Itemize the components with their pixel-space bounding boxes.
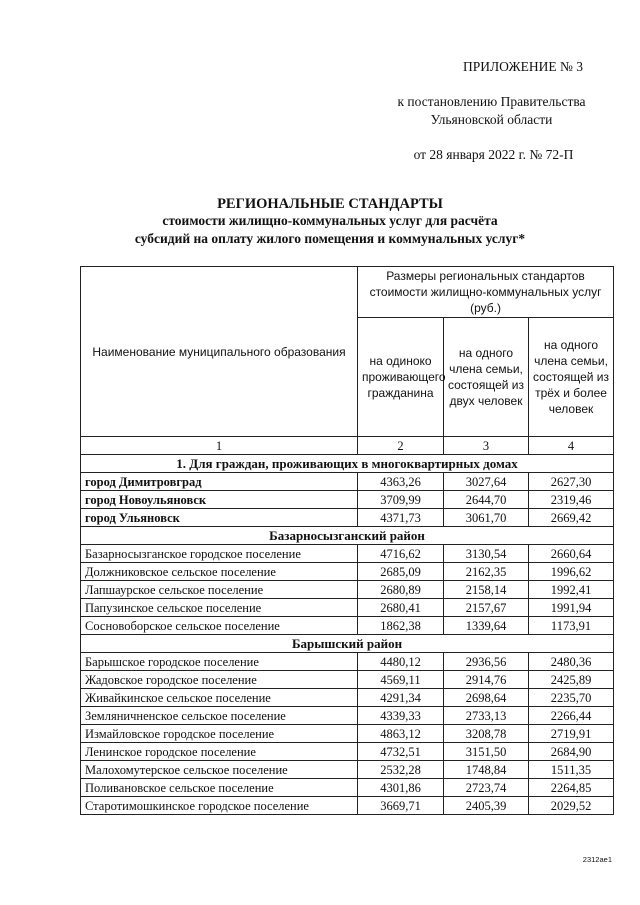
value-three-plus: 2235,70 [529,689,614,707]
appendix-label: ПРИЛОЖЕНИЕ № 3 [462,59,584,74]
district-heading: Барышский район [81,635,614,653]
column-number: 4 [529,437,614,455]
value-three-plus: 1511,35 [529,761,614,779]
table-row [81,473,614,491]
header-single-resident: на одиноко проживающего гражданина [358,318,444,437]
value-single: 4569,11 [358,671,444,689]
value-three-plus: 2719,91 [529,725,614,743]
value-single: 4301,86 [358,779,444,797]
value-single: 2685,09 [358,563,444,581]
standards-table [80,266,614,815]
value-three-plus: 1996,62 [529,563,614,581]
municipality-name: Жадовское городское поселение [81,671,358,689]
value-three-plus: 2425,89 [529,671,614,689]
table-row [81,491,614,509]
municipality-name: город Ульяновск [81,509,358,527]
value-two-person: 2644,70 [444,491,529,509]
municipality-name: Старотимошкинское городское поселение [81,797,358,815]
column-number: 2 [358,437,444,455]
municipality-name: город Димитровград [81,473,358,491]
value-single: 2680,89 [358,581,444,599]
value-three-plus: 2264,85 [529,779,614,797]
value-two-person: 3151,50 [444,743,529,761]
table-row [81,653,614,671]
value-three-plus: 2684,90 [529,743,614,761]
value-three-plus: 1992,41 [529,581,614,599]
value-three-plus: 1173,91 [529,617,614,635]
value-two-person: 1339,64 [444,617,529,635]
value-single: 2532,28 [358,761,444,779]
value-single: 3669,71 [358,797,444,815]
table-row [81,563,614,581]
resolution-reference [379,93,604,129]
district-1-group [81,545,614,635]
table-row [81,797,614,815]
value-three-plus: 1991,94 [529,599,614,617]
value-two-person: 3061,70 [444,509,529,527]
value-single: 3709,99 [358,491,444,509]
table-row [81,707,614,725]
column-number: 1 [81,437,358,455]
value-single: 4863,12 [358,725,444,743]
column-number: 3 [444,437,529,455]
value-single: 4716,62 [358,545,444,563]
municipality-name: Базарносызганское городское поселение [81,545,358,563]
table-row [81,689,614,707]
table-row [81,581,614,599]
municipality-name: Должниковское сельское поселение [81,563,358,581]
value-two-person: 3208,78 [444,725,529,743]
value-two-person: 3027,64 [444,473,529,491]
resolution-line-1: к постановлению Правительства [397,94,586,109]
value-two-person: 2157,67 [444,599,529,617]
section-heading: 1. Для граждан, проживающих в многоквартирных домах [81,455,614,473]
value-two-person: 2162,35 [444,563,529,581]
value-two-person: 2723,74 [444,779,529,797]
table-row [81,779,614,797]
municipality-name: Земляничненское сельское поселение [81,707,358,725]
municipality-name: Барышское городское поселение [81,653,358,671]
value-two-person: 2733,13 [444,707,529,725]
value-single: 4480,12 [358,653,444,671]
municipality-name: Сосновоборское сельское поселение [81,617,358,635]
document-title: РЕГИОНАЛЬНЫЕ СТАНДАРТЫ [217,196,443,212]
municipality-name: Ленинское городское поселение [81,743,358,761]
header-family-three-plus: на одного члена семьи, состоящей из трёх и более человек [529,318,614,437]
municipality-name: Живайкинское сельское поселение [81,689,358,707]
table-row [81,599,614,617]
value-two-person: 2698,64 [444,689,529,707]
value-three-plus: 2029,52 [529,797,614,815]
footer-code: 2312ae1 [582,855,612,864]
table-row [81,743,614,761]
value-three-plus: 2627,30 [529,473,614,491]
header-group: Размеры региональных стандартов стоимости жилищно-коммунальных услуг (руб.) [358,267,614,318]
table-row [81,671,614,689]
value-single: 4339,33 [358,707,444,725]
value-single: 4363,26 [358,473,444,491]
municipality-name: Малохомутерское сельское поселение [81,761,358,779]
district-2-group [81,653,614,815]
table-row [81,761,614,779]
value-two-person: 2405,39 [444,797,529,815]
municipality-name: город Новоульяновск [81,491,358,509]
value-two-person: 2914,76 [444,671,529,689]
municipality-name: Измайловское городское поселение [81,725,358,743]
value-three-plus: 2266,44 [529,707,614,725]
cities-group [81,473,614,527]
value-two-person: 2158,14 [444,581,529,599]
value-single: 2680,41 [358,599,444,617]
document-subtitle-2: субсидий на оплату жилого помещения и коммунальных услуг* [134,231,526,246]
value-three-plus: 2319,46 [529,491,614,509]
column-number-row [81,437,614,455]
resolution-date: от 28 января 2022 г. № 72-П [413,147,574,162]
value-two-person: 2936,56 [444,653,529,671]
district-heading: Базарносызганский район [81,527,614,545]
value-three-plus: 2660,64 [529,545,614,563]
table-row [81,617,614,635]
value-three-plus: 2480,36 [529,653,614,671]
document-subtitle-1: стоимости жилищно-коммунальных услуг для расчёта [162,213,498,228]
value-single: 4291,34 [358,689,444,707]
value-single: 4732,51 [358,743,444,761]
table-row [81,725,614,743]
table-row [81,545,614,563]
value-single: 1862,38 [358,617,444,635]
municipality-name: Папузинское сельское поселение [81,599,358,617]
table-row [81,509,614,527]
value-two-person: 3130,54 [444,545,529,563]
municipality-name: Лапшаурское сельское поселение [81,581,358,599]
header-family-two: на одного члена семьи, состоящей из двух человек [444,318,529,437]
value-three-plus: 2669,42 [529,509,614,527]
value-single: 4371,73 [358,509,444,527]
resolution-line-2: Ульяновской области [430,112,553,127]
value-two-person: 1748,84 [444,761,529,779]
header-name-column: Наименование муниципального образования [81,267,358,437]
municipality-name: Поливановское сельское поселение [81,779,358,797]
